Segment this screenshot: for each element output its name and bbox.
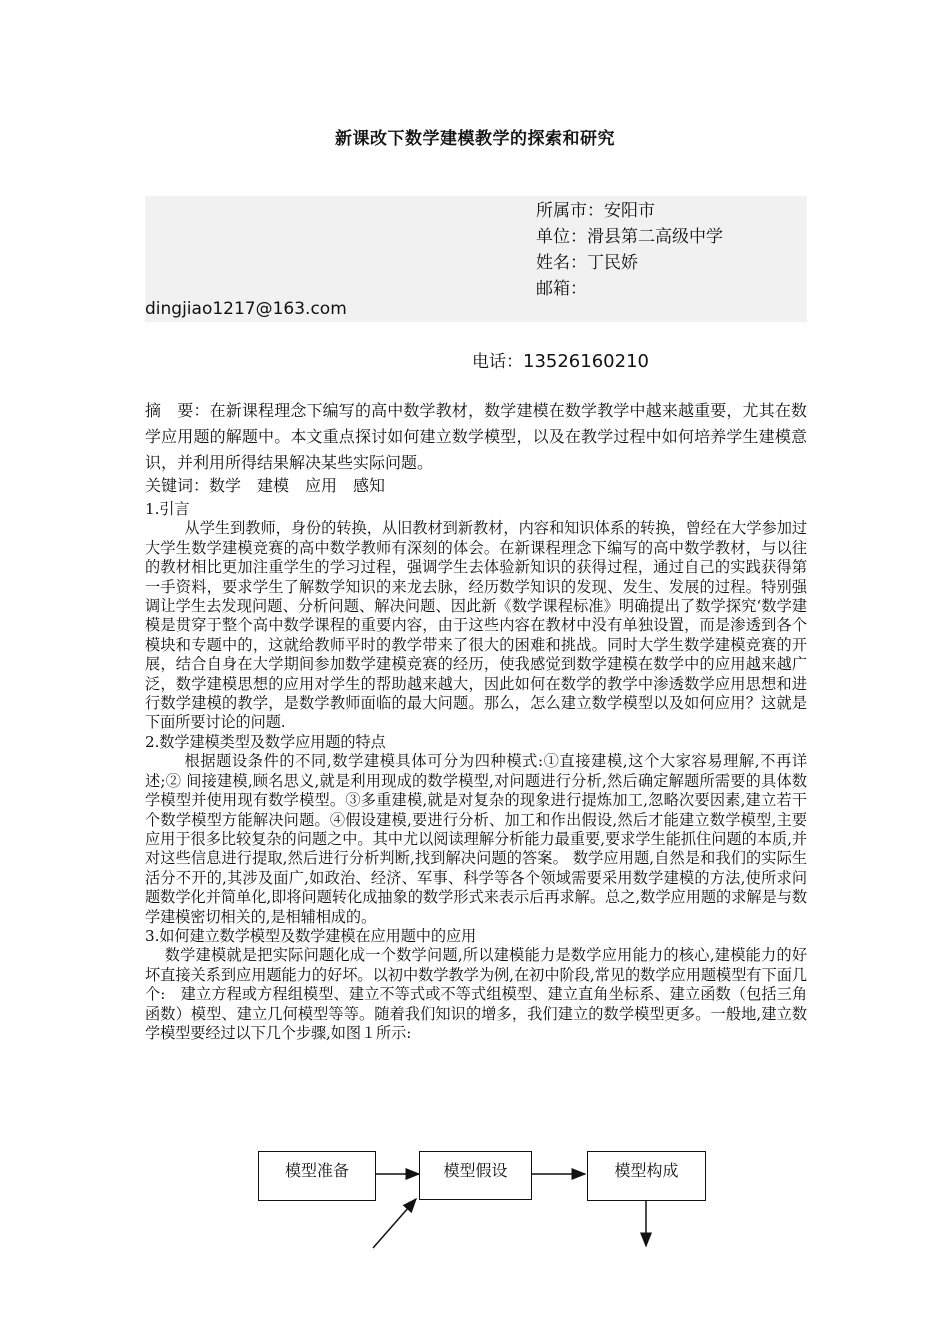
flow-box-model-construction: 模型构成 <box>587 1151 706 1201</box>
author-email-label: 邮箱： <box>536 279 587 299</box>
flow-box-model-preparation: 模型准备 <box>258 1151 376 1201</box>
section-heading: 3.如何建立数学模型及数学建模在应用题中的应用 <box>145 926 477 945</box>
arrow-diagonal <box>373 1199 416 1248</box>
section-paragraph: 从学生到教师，身份的转换，从旧教材到新教材，内容和知识体系的转换，曾经在大学参加过大学生数学建模竞赛的高中数学教师有深刻的体会。在新课程理念下编写的高中数学教材，与以往的教材相比更加注重学生的学习过程，强调学生去体验新知识的获得过程，通过自己的实践获得第一手资料，要求学生了解数学知识的来龙去脉，经历数学知识的发现、发生、发展的过程。特别强调让学生去发现问题、分析问题、解决问题、因此新《数学课程标准》明确提出了数学探究‘数学建模是贯穿于整个高中数学课程的重要内容，由于这些内容在教材中没有单独设置，而是渗透到各个模块和专题中的，这就给教师平时的教学带来了很大的困难和挑战。同时大学生数学建模竞赛的开展，结合自身在大学期间参加数学建模竞赛的经历，使我感觉到数学建模在数学中的应用越来越广泛，数学建模思想的应用对学生的帮助越来越大，因此如何在数学的教学中渗透数学应用思想和进行数学建模的教学，是数学教师面临的最大问题。那么，怎么建立数学模型以及如何应用？这就是下面所要讨论的问题. <box>145 519 807 732</box>
section-paragraph: 根据题设条件的不同,数学建模具体可分为四种模式:①直接建模,这个大家容易理解,不再详述;② 间接建模,顾名思义,就是利用现成的数学模型,对问题进行分析,然后确定解题所需要的具体数学模型并使用现有数学模型。③多重建模,就是对复杂的现象进行提炼加工,忽略次要因素,建立若干个数学模型方能解决问题。④假设建模,要进行分析、加工和作出假设,然后才能建立数学模型,主要应用于很多比较复杂的问题之中。其中尤以阅读理解分析能力最重要,要求学生能抓住问题的本质,并对这些信息进行提取,然后进行分析判断,找到解决问题的答案。 数学应用题,自然是和我们的实际生活分不开的,其涉及面广,如政治、经济、军事、科学等各个领域需要采用数学建模的方法,使所求问题数学化并简单化,即将问题转化成抽象的数学形式来表示后再求解。总之,数学应用题的求解是与数学建模密切相关的,是相辅相成的。 <box>145 752 807 926</box>
section-paragraph: 数学建模就是把实际问题化成一个数学问题,所以建模能力是数学应用能力的核心,建模能力的好坏直接关系到应用题能力的好坏。以初中数学教学为例,在初中阶段,常见的数学应用题模型有下面几个: 建立方程或方程组模型、建立不等式或不等式组模型、建立直角坐标系、建立函数（包括三角函数）模型、建立几何模型等等。随着我们知识的增多，我们建立的数学模型更多。一般地,建立数学模型要经过以下几个步骤,如图１所示: <box>145 946 807 1042</box>
section-heading: 2.数学建模类型及数学应用题的特点 <box>145 732 386 751</box>
author-email: dingjiao1217@163.com <box>145 299 347 319</box>
body-text <box>145 500 807 1043</box>
author-phone <box>472 347 649 372</box>
author-city: 所属市：安阳市 <box>536 201 655 221</box>
abstract: 摘 要：在新课程理念下编写的高中数学教材，数学建模在数学教学中越来越重要，尤其在数学应用题的解题中。本文重点探讨如何建立数学模型，以及在教学过程中如何培养学生建模意识，并利用所得结果解决某些实际问题。 <box>145 401 807 472</box>
phone-label: 电话： <box>472 352 523 372</box>
phone-number: 13526160210 <box>523 351 649 372</box>
author-unit: 单位：滑县第二高级中学 <box>536 227 723 247</box>
keywords: 关键词：数学 建模 应用 感知 <box>145 476 386 495</box>
section-heading: 1.引言 <box>145 500 190 518</box>
author-name: 姓名：丁民娇 <box>536 253 638 273</box>
flow-box-model-assumption: 模型假设 <box>419 1151 532 1200</box>
page-title: 新课改下数学建模教学的探索和研究 <box>335 129 615 149</box>
